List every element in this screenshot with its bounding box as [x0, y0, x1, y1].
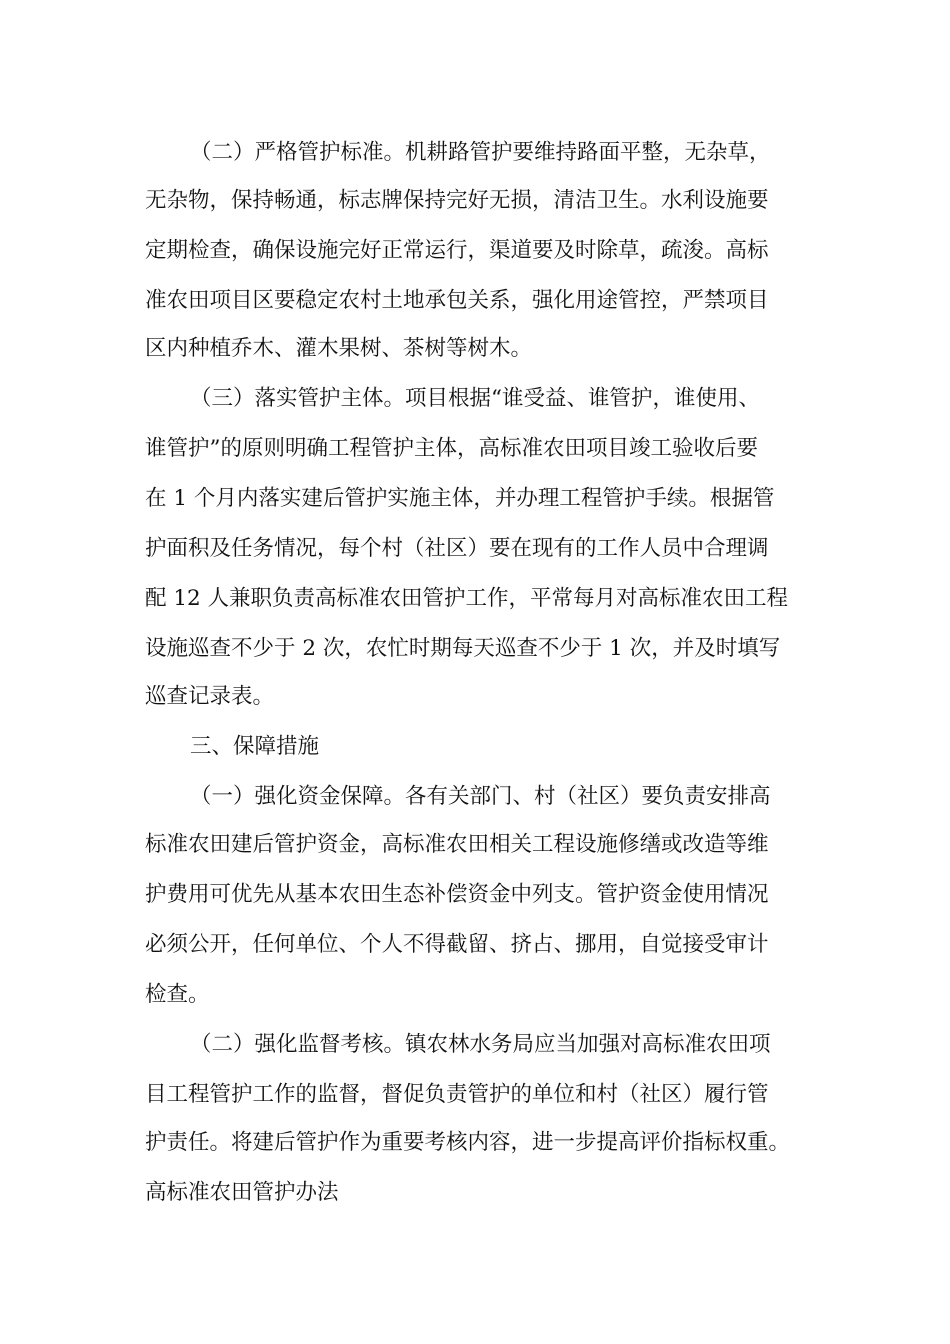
paragraph-line: 区内种植乔木、灌木果树、茶树等树木。 — [145, 336, 533, 361]
paragraph-line: 准农田项目区要稳定农村土地承包关系，强化用途管控，严禁项目 — [145, 288, 769, 313]
paragraph-line: 必须公开，任何单位、个人不得截留、挤占、挪用，自觉接受审计 — [145, 932, 769, 957]
paragraph-line: 标准农田建后管护资金，高标准农田相关工程设施修缮或改造等维 — [145, 832, 769, 857]
section-heading: 三、保障措施 — [190, 734, 320, 759]
paragraph-line: 护面积及任务情况，每个村（社区）要在现有的工作人员中合理调 — [145, 536, 769, 561]
paragraph-line: 设施巡查不少于 2 次，农忙时期每天巡查不少于 1 次，并及时填写 — [145, 636, 781, 661]
paragraph-line: 配 12 人兼职负责高标准农田管护工作，平常每月对高标准农田工程 — [145, 586, 789, 611]
paragraph-line: （二）严格管护标准。机耕路管护要维持路面平整，无杂草， — [190, 140, 771, 165]
paragraph-line: 护责任。将建后管护作为重要考核内容，进一步提高评价指标权重。 — [145, 1130, 791, 1155]
document-title-footer: 高标准农田管护办法 — [145, 1180, 339, 1205]
paragraph-line: 无杂物，保持畅通，标志牌保持完好无损，清洁卫生。水利设施要 — [145, 188, 769, 213]
paragraph-line: 检查。 — [145, 982, 210, 1007]
paragraph-line: 定期检查，确保设施完好正常运行，渠道要及时除草，疏浚。高标 — [145, 238, 769, 263]
paragraph-line: （三）落实管护主体。项目根据“谁受益、谁管护，谁使用、 — [190, 386, 760, 411]
paragraph-line: 目工程管护工作的监督，督促负责管护的单位和村（社区）履行管 — [145, 1082, 769, 1107]
paragraph-line: 在 1 个月内落实建后管护实施主体，并办理工程管护手续。根据管 — [145, 486, 775, 511]
paragraph-line: 谁管护”的原则明确工程管护主体，高标准农田项目竣工验收后要 — [145, 436, 758, 461]
paragraph-line: 护费用可优先从基本农田生态补偿资金中列支。管护资金使用情况 — [145, 882, 769, 907]
paragraph-line: （一）强化资金保障。各有关部门、村（社区）要负责安排高 — [190, 784, 771, 809]
paragraph-line: 巡查记录表。 — [145, 684, 275, 709]
paragraph-line: （二）强化监督考核。镇农林水务局应当加强对高标准农田项 — [190, 1032, 771, 1057]
